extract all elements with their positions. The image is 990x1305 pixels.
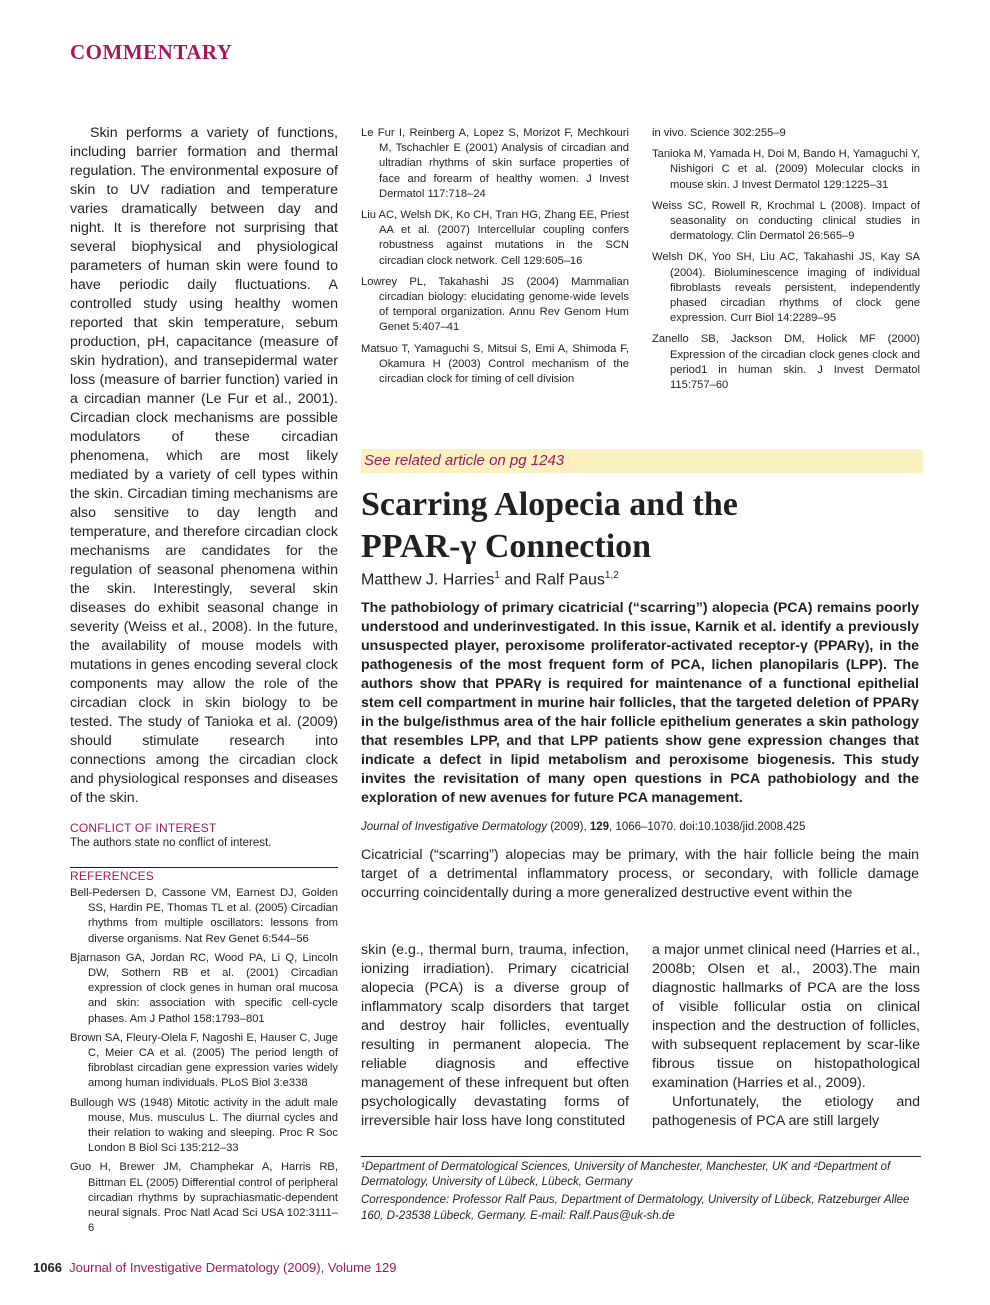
affiliation-text: ¹Department of Dermatological Sciences, University of Manchester, Manchester, UK and ²Department of Dermatology, University of Lübeck, Lübeck, Germany bbox=[361, 1161, 891, 1189]
left-column-paragraph: Skin performs a variety of functions, including barrier formation and thermal regulation. The environmental exposure of skin to UV radiation and temperature varies dramatically between day and night. It is therefore not surprising that several biophysical and physiological parameters of human skin were found to have periodic daily fluctuations. A controlled study using healthy women reported that skin temperature, sebum production, pH, capacitance (measure of skin hydration), and transepidermal water loss (measure of barrier function) varied in a circadian manner (Le Fur et al., 2001). Circadian clock mechanisms are possible modulators of these circadian phenomena, which are most likely mediated by a variety of cell types within the skin. Circadian timing mechanisms are also sensitive to day length and temperature, and therefore circadian clock mechanisms are candidates for the regulation of seasonal phenomena within the skin. Interestingly, several skin diseases do exhibit seasonal change in severity (Weiss et al., 2008). In the future, the availability of mouse models with mutations in genes encoding several clock components may allow the role of the circadian clock in skin biology to be tested. The study of Tanioka et al. (2009) should stimulate research into connections among the circadian clock and physiological responses and diseases of the skin. bbox=[70, 125, 338, 806]
article-title bbox=[361, 484, 923, 568]
title-line-1: Scarring Alopecia and the bbox=[361, 486, 738, 523]
references-col3 bbox=[652, 126, 920, 399]
reference-item: Bjarnason GA, Jordan RC, Wood PA, Li Q, Lincoln DW, Sothern RB et al. (2001) Circadian expression of clock genes in human oral mucosa and skin: association with specific cell-cycle phases. Am J Pathol 158:1793–801 bbox=[70, 951, 338, 1025]
footer-journal: Journal of Investigative Dermatology (2009), Volume 129 bbox=[69, 1260, 397, 1275]
title-line-2: PPAR-γ Connection bbox=[361, 528, 652, 565]
reference-item: Brown SA, Fleury-Olela F, Nagoshi E, Hauser C, Juge C, Meier CA et al. (2005) The period length of fibroblast circadian gene expression varies widely among human individuals. PLoS Biol 3:e338 bbox=[70, 1031, 338, 1090]
citation-journal: Journal of Investigative Dermatology bbox=[361, 821, 548, 833]
reference-item: Tanioka M, Yamada H, Doi M, Bando H, Yamaguchi Y, Nishigori C et al. (2009) Molecular clocks in mouse skin. J Invest Dermatol 129:1225–31 bbox=[652, 148, 920, 191]
affiliations bbox=[361, 1160, 921, 1227]
page-footer bbox=[33, 1260, 397, 1275]
references-col1 bbox=[70, 867, 338, 1240]
reference-item: Matsuo T, Yamaguchi S, Mitsui S, Emi A, Shimoda F, Okamura H (2003) Control mechanism of the circadian clock for timing of cell division bbox=[361, 342, 629, 386]
author-join: and bbox=[499, 571, 536, 589]
citation-doi: , 1066–1070. doi:10.1038/jid.2008.425 bbox=[609, 821, 806, 833]
citation-year: (2009), bbox=[547, 821, 590, 833]
reference-item: Guo H, Brewer JM, Champhekar A, Harris RB, Bittman EL (2005) Differential control of peripheral circadian rhythms by suprachiasmatic-dependent neural signals. Proc Natl Acad Sci USA 102:3111–6 bbox=[70, 1161, 338, 1235]
author-2-affil: 1,2 bbox=[604, 570, 619, 581]
reference-item: Lowrey PL, Takahashi JS (2004) Mammalian circadian biology: elucidating genome-wide levels of temporal organization. Annu Rev Genom Hum Genet 5:407–41 bbox=[361, 275, 629, 334]
conflict-of-interest bbox=[70, 821, 338, 849]
reference-item: Bell-Pedersen D, Cassone VM, Earnest DJ, Golden SS, Hardin PE, Thomas TL et al. (2005) Circadian rhythms from multiple oscillators: lessons from diverse organisms. Nat Rev Genet 6:544–56 bbox=[70, 887, 338, 945]
section-label: COMMENTARY bbox=[70, 40, 233, 64]
footnote-rule bbox=[361, 1156, 921, 1157]
abstract: The pathobiology of primary cicatricial (“scarring”) alopecia (PCA) remains poorly understood and underinvestigated. In this issue, Karnik et al. identify a previously unsuspected player, peroxisome proliferator-activated receptor-γ (PPARγ), in the pathogenesis of the most frequent form of PCA, lichen planopilaris (LPP). The authors show that PPARγ is required for maintenance of a functional epithelial stem cell compartment in murine hair follicles, that the targeted deletion of PPARγ in the bulge/isthmus area of the hair follicle epithelium generates a skin pathology that resembles LPP, and that LPP patients show gene expression changes that indicate a defect in lipid metabolism and peroxisome biogenesis. This study invites the revisitation of many open questions in PCA pathobiology and the exploration of new avenues for future PCA management. bbox=[361, 600, 919, 806]
author-1: Matthew J. Harries bbox=[361, 571, 495, 589]
author-1-affil: 1 bbox=[494, 570, 500, 581]
citation-volume: 129 bbox=[589, 821, 610, 833]
intro-paragraph: Cicatricial (“scarring”) alopecias may be primary, with the hair follicle being the main target of a detrimental inflammatory process, or secondary, with follicle damage occurring coincidentally during a more generalized destructive event within the bbox=[361, 847, 919, 901]
references-col2 bbox=[361, 126, 629, 393]
reference-item: Liu AC, Welsh DK, Ko CH, Tran HG, Zhang EE, Priest AA et al. (2007) Intercellular coupling confers robustness against mutations in the SCN circadian clock network. Cell 129:605–16 bbox=[361, 209, 629, 267]
reference-item: Bullough WS (1948) Mitotic activity in the adult male mouse, Mus. musculus L. The diurnal cycles and their relation to waking and sleeping. Proc R Soc London B Biol Sci 135:212–33 bbox=[70, 1096, 338, 1155]
references-heading: REFERENCES bbox=[70, 869, 155, 883]
conflict-text: The authors state no conflict of interest. bbox=[70, 837, 272, 849]
body-column-3 bbox=[652, 941, 920, 1131]
reference-item: Welsh DK, Yoo SH, Liu AC, Takahashi JS, Kay SA (2004). Bioluminescence imaging of individual fibroblasts reveals persistent, independently phased circadian rhythms of clock gene expression. Curr Biol 14:2289–95 bbox=[652, 251, 920, 325]
authors bbox=[361, 570, 619, 589]
author-2: Ralf Paus bbox=[535, 571, 605, 589]
reference-item: in vivo. Science 302:255–9 bbox=[652, 127, 786, 139]
citation bbox=[361, 821, 805, 833]
reference-item: Weiss SC, Rowell R, Krochmal L (2008). Impact of seasonality on conducting clinical studies in dermatology. Clin Dermatol 26:565–9 bbox=[652, 199, 920, 243]
body-column-2: skin (e.g., thermal burn, trauma, infection, ionizing irradiation). Primary cicatricial alopecia (PCA) is a diverse group of inflammatory scalp disorders that target and destroy hair follicles, eventually resulting in permanent alopecia. The reliable diagnosis and effective management of these infrequent but often psychologically devastating forms of irreversible hair loss have long constituted bbox=[361, 942, 629, 1129]
body-col3-paragraph-1: a major unmet clinical need (Harries et al., 2008b; Olsen et al., 2003).The main diagnostic hallmarks of PCA are the loss of visible follicular ostia on clinical inspection and the destruction of follicles, with subsequent replacement by scar-like fibrous tissue on histopathological examination (Harries et al., 2009). bbox=[652, 942, 920, 1091]
correspondence-text: Correspondence: Professor Ralf Paus, Department of Dermatology, University of Lübeck, Ratzeburger Allee 160, D-23538 Lübeck, Germany. E-mail: Ralf.Paus@uk-sh.de bbox=[361, 1194, 910, 1222]
body-col3-paragraph-2: Unfortunately, the etiology and pathogenesis of PCA are still largely bbox=[652, 1094, 920, 1129]
left-column-text bbox=[70, 124, 338, 808]
conflict-heading: CONFLICT OF INTEREST bbox=[70, 821, 217, 835]
page-number: 1066 bbox=[33, 1260, 62, 1275]
reference-item: Le Fur I, Reinberg A, Lopez S, Morizot F, Mechkouri M, Tschachler E (2001) Analysis of circadian and ultradian rhythms of skin surface properties of face and forearm of healthy women. J Invest Dermatol 117:718–24 bbox=[361, 127, 629, 200]
references-rule bbox=[70, 867, 338, 868]
reference-item: Zanello SB, Jackson DM, Holick MF (2000) Expression of the circadian clock genes clock and period1 in human skin. J Invest Dermatol 115:757–60 bbox=[652, 333, 920, 392]
related-article-link[interactable]: See related article on pg 1243 bbox=[361, 449, 923, 473]
